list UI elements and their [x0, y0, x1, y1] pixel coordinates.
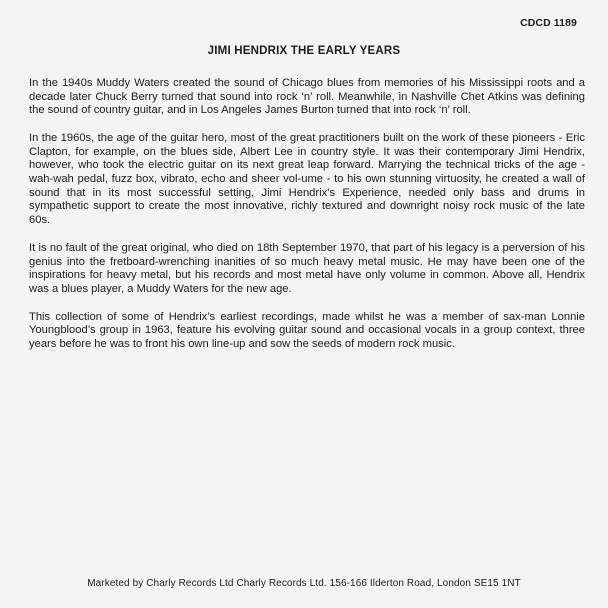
paragraph-3: It is no fault of the great original, who died on 18th September 1970, that part of his legacy is a perversion of his genius into the fretboard-wrenching inanities of so much heavy metal music. He may have been one of the inspirations for heavy metal, but his records and most metal have only volume in common. Above all, Hendrix was a blues player, a Muddy Waters for the new age.: [29, 241, 585, 295]
footer-credit: Marketed by Charly Records Ltd Charly Records Ltd. 156-166 Ilderton Road, London SE15 1NT: [87, 578, 521, 589]
catalog-number: CDCD 1189: [520, 17, 577, 29]
paragraph-2: In the 1960s, the age of the guitar hero, most of the great practitioners built on the work of these pioneers - Eric Clapton, for example, on the blues side, Albert Lee in country style. It was their contemporary Jimi Hendrix, however, who took the electric guitar on its next great leap forward. Marrying the technical tricks of the age - wah-wah pedal, fuzz box, vibrato, echo and sheer vol-ume - to his own stunning virtuosity, he created a wall of sound that in its most successful setting, Jimi Hendrix’s Experience, needed only bass and drums in sympathetic support to create the most innovative, richly textured and downright noisy rock music of the late 60s.: [29, 132, 585, 226]
liner-notes: [29, 77, 585, 366]
paragraph-1: In the 1940s Muddy Waters created the sound of Chicago blues from memories of his Mississippi roots and a decade later Chuck Berry turned that sound into rock ‘n’ roll. Meanwhile, in Nashville Chet Atkins was defining the sound of country guitar, and in Los Angeles James Burton turned that into rock ‘n’ roll.: [29, 77, 585, 117]
paragraph-4: This collection of some of Hendrix’s earliest recordings, made whilst he was a member of sax-man Lonnie Youngblood’s group in 1963, feature his evolving guitar sound and occasional vocals in a group context, three years before he was to front his own line-up and sow the seeds of modern rock music.: [29, 310, 585, 350]
page-title: JIMI HENDRIX THE EARLY YEARS: [207, 45, 401, 57]
